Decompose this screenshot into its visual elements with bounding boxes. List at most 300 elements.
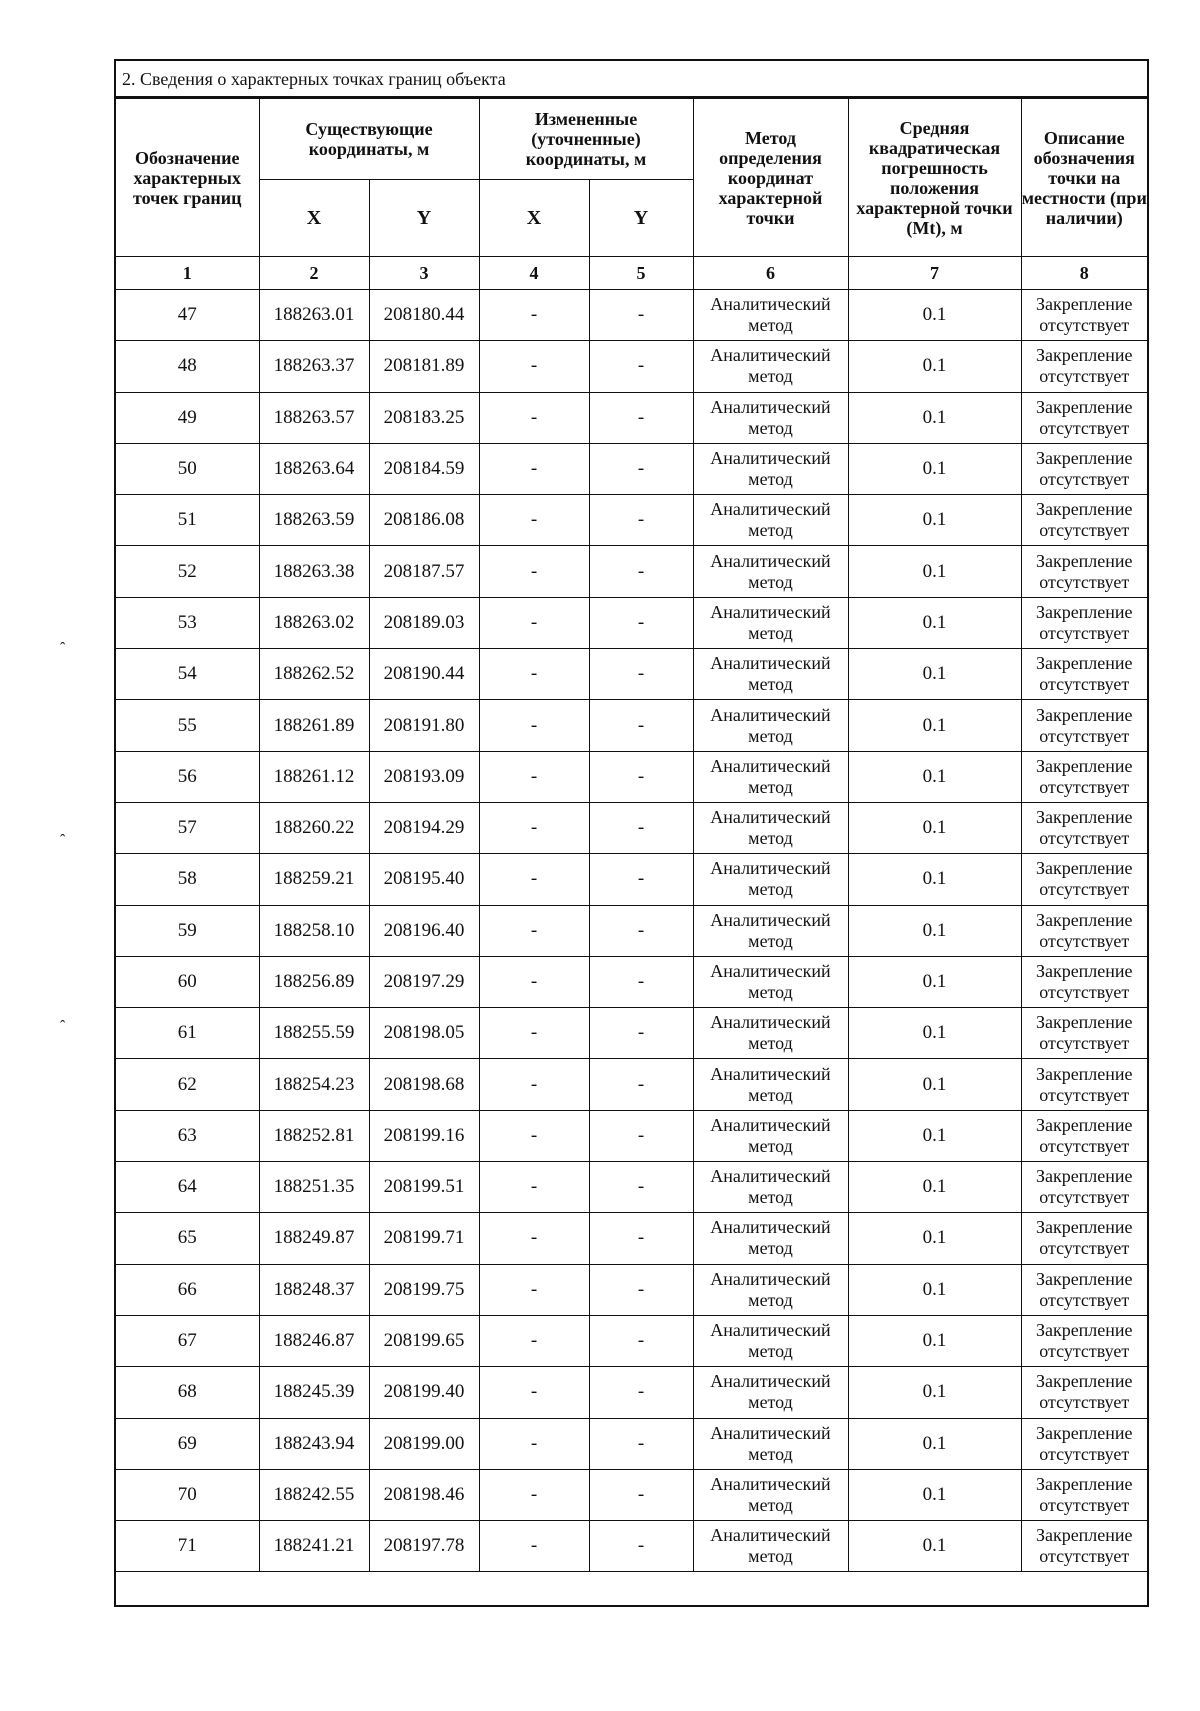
description-cell-line: Закрепление — [1035, 1114, 1133, 1135]
changed-x-value: - — [479, 1213, 589, 1264]
header-error: Средняя квадратическая погрешность положения характерной точки (Mt), м — [848, 99, 1021, 257]
changed-x-value: - — [479, 1008, 589, 1059]
header-changed-x: X — [479, 180, 589, 257]
point-number: 62 — [116, 1059, 259, 1110]
error-value: 0.1 — [848, 1110, 1021, 1161]
table-row — [116, 1008, 1147, 1059]
header-changed-coordinates: Измененные (уточненные) координаты, м — [479, 99, 693, 180]
method-cell-line: Аналитический — [710, 755, 831, 776]
method-cell-line: Аналитический — [710, 1166, 831, 1187]
error-value: 0.1 — [848, 802, 1021, 853]
existing-x-value: 188248.37 — [259, 1264, 369, 1315]
description-cell — [1021, 495, 1147, 546]
description-cell-line: Закрепление — [1035, 909, 1133, 930]
changed-y-value: - — [589, 649, 693, 700]
changed-y-value: - — [589, 290, 693, 341]
table-row — [116, 546, 1147, 597]
existing-y-value: 208190.44 — [369, 649, 479, 700]
header-existing-x: X — [259, 180, 369, 257]
table-row — [116, 1418, 1147, 1469]
method-cell-line: Аналитический — [710, 1422, 831, 1443]
description-cell — [1021, 751, 1147, 802]
description-cell-line: Закрепление — [1035, 1217, 1133, 1238]
existing-y-value: 208197.29 — [369, 956, 479, 1007]
existing-x-value: 188251.35 — [259, 1162, 369, 1213]
method-cell-line: метод — [748, 930, 793, 951]
method-cell — [693, 751, 848, 802]
description-cell-line: отсутствует — [1039, 571, 1130, 592]
description-cell — [1021, 392, 1147, 443]
error-value: 0.1 — [848, 1315, 1021, 1366]
existing-x-value: 188263.38 — [259, 546, 369, 597]
changed-y-value: - — [589, 1059, 693, 1110]
description-cell-line: отсутствует — [1039, 982, 1130, 1002]
method-cell-line: Аналитический — [710, 448, 831, 469]
changed-y-value: - — [589, 1315, 693, 1366]
point-number: 55 — [116, 700, 259, 751]
description-cell-line: отсутствует — [1039, 366, 1130, 387]
changed-y-value: - — [589, 1264, 693, 1315]
existing-x-value: 188249.87 — [259, 1213, 369, 1264]
existing-y-value: 208186.08 — [369, 495, 479, 546]
table-row — [116, 443, 1147, 494]
existing-y-value: 208183.25 — [369, 392, 479, 443]
method-cell-line: метод — [748, 1084, 793, 1105]
point-number: 48 — [116, 341, 259, 392]
description-cell — [1021, 1469, 1147, 1520]
existing-y-value: 208194.29 — [369, 802, 479, 853]
error-value: 0.1 — [848, 649, 1021, 700]
point-number: 65 — [116, 1213, 259, 1264]
point-number: 58 — [116, 854, 259, 905]
existing-x-value: 188241.21 — [259, 1521, 369, 1572]
changed-y-value: - — [589, 1367, 693, 1418]
changed-x-value: - — [479, 905, 589, 956]
changed-x-value: - — [479, 1110, 589, 1161]
description-cell-line: отсутствует — [1039, 417, 1130, 438]
error-value: 0.1 — [848, 854, 1021, 905]
existing-x-value: 188263.01 — [259, 290, 369, 341]
method-cell-line: метод — [748, 469, 793, 490]
description-cell-line: отсутствует — [1039, 1135, 1130, 1156]
method-cell-line: Аналитический — [710, 1525, 831, 1546]
error-value: 0.1 — [848, 751, 1021, 802]
method-cell — [693, 597, 848, 648]
description-cell — [1021, 546, 1147, 597]
error-value: 0.1 — [848, 1367, 1021, 1418]
description-cell — [1021, 649, 1147, 700]
description-cell-line: отсутствует — [1039, 930, 1130, 951]
existing-x-value: 188262.52 — [259, 649, 369, 700]
description-cell — [1021, 1418, 1147, 1469]
method-cell-line: метод — [748, 1033, 793, 1054]
description-cell — [1021, 1213, 1147, 1264]
column-number: 1 — [116, 257, 259, 290]
changed-x-value: - — [479, 1367, 589, 1418]
description-cell-line: отсутствует — [1039, 1187, 1130, 1208]
table-row — [116, 1367, 1147, 1418]
changed-y-value: - — [589, 597, 693, 648]
changed-y-value: - — [589, 495, 693, 546]
changed-y-value: - — [589, 1162, 693, 1213]
description-cell-line: Закрепление — [1035, 1063, 1133, 1084]
description-cell-line: Закрепление — [1035, 345, 1133, 366]
method-cell-line: Аналитический — [710, 704, 831, 725]
method-cell-line: метод — [748, 1392, 793, 1413]
description-cell-line: Закрепление — [1035, 396, 1133, 417]
table-row — [116, 341, 1147, 392]
existing-x-value: 188261.89 — [259, 700, 369, 751]
scan-mark: ˆ — [60, 1018, 66, 1035]
changed-x-value: - — [479, 649, 589, 700]
existing-y-value: 208199.40 — [369, 1367, 479, 1418]
existing-x-value: 188259.21 — [259, 854, 369, 905]
point-number: 50 — [116, 443, 259, 494]
description-cell-line: Закрепление — [1035, 704, 1133, 725]
method-cell-line: Аналитический — [710, 1217, 831, 1238]
description-cell — [1021, 802, 1147, 853]
description-cell-line: отсутствует — [1039, 1341, 1130, 1362]
point-number: 51 — [116, 495, 259, 546]
method-cell-line: Аналитический — [710, 653, 831, 674]
table-row — [116, 495, 1147, 546]
column-number: 8 — [1021, 257, 1147, 290]
description-cell-line: Закрепление — [1035, 1012, 1133, 1033]
method-cell-line: Аналитический — [710, 1012, 831, 1033]
existing-x-value: 188252.81 — [259, 1110, 369, 1161]
method-cell-line: Аналитический — [710, 601, 831, 622]
changed-y-value: - — [589, 1418, 693, 1469]
description-cell-line: Закрепление — [1035, 755, 1133, 776]
method-cell — [693, 1110, 848, 1161]
description-cell — [1021, 1367, 1147, 1418]
description-cell-line: отсутствует — [1039, 1443, 1130, 1464]
method-cell-line: метод — [748, 1494, 793, 1515]
point-number: 47 — [116, 290, 259, 341]
existing-x-value: 188245.39 — [259, 1367, 369, 1418]
existing-x-value: 188254.23 — [259, 1059, 369, 1110]
method-cell-line: метод — [748, 1443, 793, 1464]
description-cell-line: Закрепление — [1035, 294, 1133, 315]
description-cell-line: Закрепление — [1035, 601, 1133, 622]
existing-x-value: 188263.64 — [259, 443, 369, 494]
existing-x-value: 188258.10 — [259, 905, 369, 956]
method-cell-line: Аналитический — [710, 909, 831, 930]
description-cell-line: Закрепление — [1035, 448, 1133, 469]
table-row — [116, 1213, 1147, 1264]
method-cell-line: Аналитический — [710, 1371, 831, 1392]
method-cell — [693, 1059, 848, 1110]
existing-y-value: 208193.09 — [369, 751, 479, 802]
method-cell-line: метод — [748, 725, 793, 746]
column-number: 7 — [848, 257, 1021, 290]
existing-y-value: 208181.89 — [369, 341, 479, 392]
existing-y-value: 208198.68 — [369, 1059, 479, 1110]
changed-x-value: - — [479, 1521, 589, 1572]
changed-y-value: - — [589, 546, 693, 597]
table-row — [116, 956, 1147, 1007]
point-number: 56 — [116, 751, 259, 802]
existing-x-value: 188263.59 — [259, 495, 369, 546]
description-cell-line: отсутствует — [1039, 1289, 1130, 1310]
existing-x-value: 188263.57 — [259, 392, 369, 443]
method-cell-line: метод — [748, 520, 793, 541]
table-row — [116, 290, 1147, 341]
error-value: 0.1 — [848, 905, 1021, 956]
method-cell-line: Аналитический — [710, 1473, 831, 1494]
method-cell-line: Аналитический — [710, 961, 831, 981]
point-number: 61 — [116, 1008, 259, 1059]
point-number: 69 — [116, 1418, 259, 1469]
existing-y-value: 208199.75 — [369, 1264, 479, 1315]
method-cell-line: Аналитический — [710, 499, 831, 520]
method-cell-line: метод — [748, 1187, 793, 1208]
description-cell — [1021, 700, 1147, 751]
description-cell-line: отсутствует — [1039, 1084, 1130, 1105]
method-cell — [693, 700, 848, 751]
changed-y-value: - — [589, 700, 693, 751]
method-cell — [693, 1418, 848, 1469]
existing-y-value: 208199.16 — [369, 1110, 479, 1161]
changed-x-value: - — [479, 1315, 589, 1366]
description-cell-line: Закрепление — [1035, 499, 1133, 520]
method-cell-line: метод — [748, 1546, 793, 1567]
method-cell — [693, 1367, 848, 1418]
changed-y-value: - — [589, 1521, 693, 1572]
description-cell-line: отсутствует — [1039, 725, 1130, 746]
scan-mark: ˆ — [60, 640, 66, 657]
changed-x-value: - — [479, 1059, 589, 1110]
existing-y-value: 208199.65 — [369, 1315, 479, 1366]
method-cell-line: метод — [748, 571, 793, 592]
description-cell — [1021, 854, 1147, 905]
description-cell-line: Закрепление — [1035, 1473, 1133, 1494]
changed-x-value: - — [479, 1264, 589, 1315]
point-number: 49 — [116, 392, 259, 443]
changed-x-value: - — [479, 802, 589, 853]
changed-x-value: - — [479, 597, 589, 648]
description-cell — [1021, 1008, 1147, 1059]
method-cell — [693, 546, 848, 597]
changed-y-value: - — [589, 443, 693, 494]
method-cell-line: метод — [748, 1341, 793, 1362]
changed-y-value: - — [589, 802, 693, 853]
description-cell — [1021, 1521, 1147, 1572]
method-cell-line: Аналитический — [710, 807, 831, 828]
changed-y-value: - — [589, 905, 693, 956]
description-cell-line: отсутствует — [1039, 1033, 1130, 1054]
boundary-points-section — [114, 59, 1149, 1607]
header-method: Метод определения координат характерной точки — [693, 99, 848, 257]
method-cell-line: Аналитический — [710, 1320, 831, 1341]
changed-x-value: - — [479, 546, 589, 597]
point-number: 64 — [116, 1162, 259, 1213]
column-number: 2 — [259, 257, 369, 290]
description-cell-line: Закрепление — [1035, 1320, 1133, 1341]
point-number: 53 — [116, 597, 259, 648]
method-cell-line: метод — [748, 982, 793, 1002]
section-title: 2. Сведения о характерных точках границ объекта — [116, 61, 1147, 98]
column-number: 6 — [693, 257, 848, 290]
description-cell-line: отсутствует — [1039, 1494, 1130, 1515]
method-cell-line: Аналитический — [710, 858, 831, 879]
existing-x-value: 188261.12 — [259, 751, 369, 802]
description-cell-line: отсутствует — [1039, 520, 1130, 541]
method-cell — [693, 649, 848, 700]
method-cell — [693, 1469, 848, 1520]
point-number: 60 — [116, 956, 259, 1007]
description-cell-line: отсутствует — [1039, 469, 1130, 490]
existing-y-value: 208196.40 — [369, 905, 479, 956]
changed-x-value: - — [479, 495, 589, 546]
description-cell-line: отсутствует — [1039, 622, 1130, 643]
method-cell — [693, 1162, 848, 1213]
point-number: 52 — [116, 546, 259, 597]
method-cell-line: метод — [748, 417, 793, 438]
existing-y-value: 208189.03 — [369, 597, 479, 648]
description-cell — [1021, 956, 1147, 1007]
error-value: 0.1 — [848, 392, 1021, 443]
changed-y-value: - — [589, 392, 693, 443]
method-cell-line: Аналитический — [710, 294, 831, 315]
changed-y-value: - — [589, 1213, 693, 1264]
method-cell-line: метод — [748, 828, 793, 849]
header-point-designation: Обозначение характерных точек границ — [116, 99, 259, 257]
description-cell-line: отсутствует — [1039, 1238, 1130, 1259]
table-body — [116, 290, 1147, 1606]
method-cell-line: Аналитический — [710, 1063, 831, 1084]
method-cell-line: Аналитический — [710, 550, 831, 571]
description-cell-line: отсутствует — [1039, 828, 1130, 849]
existing-y-value: 208198.46 — [369, 1469, 479, 1520]
error-value: 0.1 — [848, 597, 1021, 648]
changed-y-value: - — [589, 341, 693, 392]
description-cell-line: Закрепление — [1035, 1371, 1133, 1392]
description-cell-line: Закрепление — [1035, 1525, 1133, 1546]
table-row — [116, 1469, 1147, 1520]
error-value: 0.1 — [848, 1162, 1021, 1213]
changed-y-value: - — [589, 956, 693, 1007]
table-row — [116, 751, 1147, 802]
method-cell-line: Аналитический — [710, 1114, 831, 1135]
method-cell-line: метод — [748, 622, 793, 643]
existing-y-value: 208180.44 — [369, 290, 479, 341]
existing-y-value: 208199.71 — [369, 1213, 479, 1264]
existing-x-value: 188255.59 — [259, 1008, 369, 1059]
existing-y-value: 208198.05 — [369, 1008, 479, 1059]
description-cell-line: отсутствует — [1039, 879, 1130, 900]
description-cell — [1021, 443, 1147, 494]
table-row — [116, 649, 1147, 700]
header-changed-y: Y — [589, 180, 693, 257]
error-value: 0.1 — [848, 341, 1021, 392]
method-cell — [693, 1521, 848, 1572]
column-number: 4 — [479, 257, 589, 290]
method-cell-line: метод — [748, 1135, 793, 1156]
description-cell-line: отсутствует — [1039, 776, 1130, 797]
method-cell — [693, 956, 848, 1007]
changed-x-value: - — [479, 341, 589, 392]
header-existing-y: Y — [369, 180, 479, 257]
error-value: 0.1 — [848, 546, 1021, 597]
existing-x-value: 188263.37 — [259, 341, 369, 392]
existing-y-value: 208197.78 — [369, 1521, 479, 1572]
description-cell — [1021, 905, 1147, 956]
existing-y-value: 208199.00 — [369, 1418, 479, 1469]
method-cell-line: Аналитический — [710, 345, 831, 366]
header-existing-coordinates: Существующие координаты, м — [259, 99, 479, 180]
boundary-points-table — [116, 98, 1147, 1606]
method-cell-line: метод — [748, 366, 793, 387]
column-numbers-row — [116, 257, 1147, 290]
existing-y-value: 208195.40 — [369, 854, 479, 905]
description-cell-line: отсутствует — [1039, 1392, 1130, 1413]
changed-y-value: - — [589, 1469, 693, 1520]
existing-x-value: 188246.87 — [259, 1315, 369, 1366]
point-number: 63 — [116, 1110, 259, 1161]
method-cell-line: метод — [748, 776, 793, 797]
existing-x-value: 188260.22 — [259, 802, 369, 853]
point-number: 66 — [116, 1264, 259, 1315]
description-cell — [1021, 341, 1147, 392]
method-cell-line: метод — [748, 674, 793, 695]
description-cell-line: Закрепление — [1035, 653, 1133, 674]
method-cell-line: метод — [748, 879, 793, 900]
description-cell-line: Закрепление — [1035, 961, 1133, 981]
method-cell-line: Аналитический — [710, 396, 831, 417]
point-number: 70 — [116, 1469, 259, 1520]
method-cell-line: метод — [748, 315, 793, 336]
changed-x-value: - — [479, 956, 589, 1007]
method-cell-line: Аналитический — [710, 1268, 831, 1289]
point-number: 54 — [116, 649, 259, 700]
description-cell-line: отсутствует — [1039, 315, 1130, 336]
existing-x-value: 188256.89 — [259, 956, 369, 1007]
existing-x-value: 188242.55 — [259, 1469, 369, 1520]
method-cell — [693, 1315, 848, 1366]
column-number: 5 — [589, 257, 693, 290]
error-value: 0.1 — [848, 1418, 1021, 1469]
changed-y-value: - — [589, 1110, 693, 1161]
method-cell-line: метод — [748, 1289, 793, 1310]
method-cell — [693, 905, 848, 956]
error-value: 0.1 — [848, 956, 1021, 1007]
method-cell — [693, 290, 848, 341]
method-cell — [693, 854, 848, 905]
method-cell — [693, 443, 848, 494]
description-cell — [1021, 1162, 1147, 1213]
changed-y-value: - — [589, 854, 693, 905]
description-cell — [1021, 1264, 1147, 1315]
table-row — [116, 1059, 1147, 1110]
empty-row — [116, 1572, 1147, 1606]
empty-cell — [116, 1572, 1147, 1606]
description-cell-line: Закрепление — [1035, 1166, 1133, 1187]
existing-x-value: 188263.02 — [259, 597, 369, 648]
description-cell-line: Закрепление — [1035, 1268, 1133, 1289]
description-cell-line: Закрепление — [1035, 858, 1133, 879]
table-row — [116, 1264, 1147, 1315]
method-cell — [693, 1264, 848, 1315]
description-cell-line: Закрепление — [1035, 550, 1133, 571]
changed-x-value: - — [479, 854, 589, 905]
description-cell — [1021, 1059, 1147, 1110]
scan-mark: ˆ — [60, 832, 66, 849]
changed-x-value: - — [479, 392, 589, 443]
error-value: 0.1 — [848, 1213, 1021, 1264]
point-number: 59 — [116, 905, 259, 956]
changed-y-value: - — [589, 1008, 693, 1059]
